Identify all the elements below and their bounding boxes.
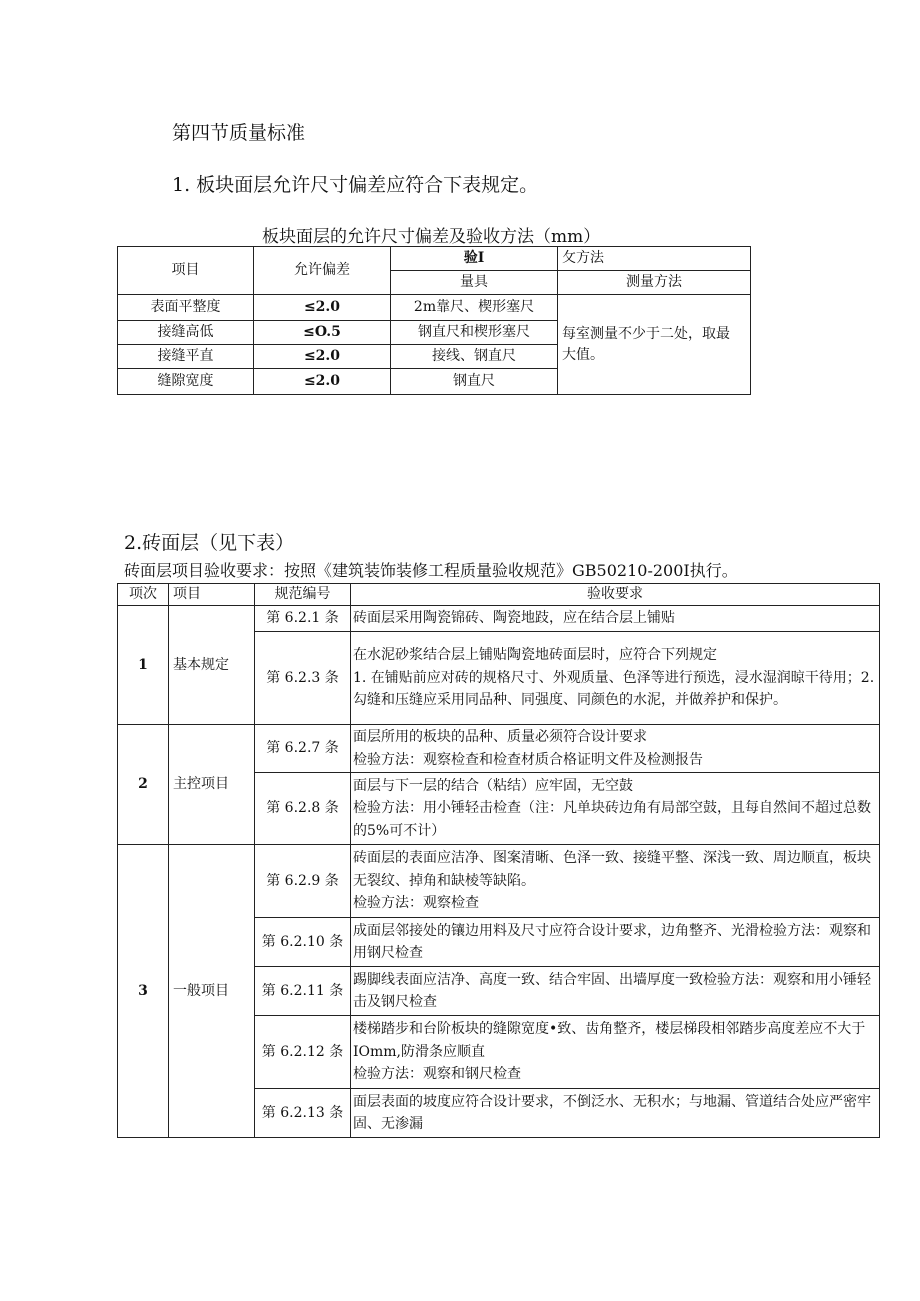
cell-item: 表面平整度: [118, 295, 254, 321]
cell-req: 面层表面的坡度应符合设计要求，不倒泛水、无积水；与地漏、管道结合处应严密牢固、无渗漏: [351, 1089, 880, 1138]
cell-req: 面层与下一层的结合（粘结）应牢固，无空鼓 检验方法：用小锤轻击检查（注：凡单块砖边角有局部空鼓，且每自然间不超过总数的5%可不计）: [351, 773, 880, 845]
cell-code: 第 6.2.1 条: [255, 606, 351, 632]
table1-header-method-b: 攵方法: [558, 247, 751, 271]
cell-req: 面层所用的板块的品种、质量必须符合设计要求 检验方法：观察检查和检查材质合格证明文件及检测报告: [351, 725, 880, 773]
cell-measure-method: 每室测量不少于二处，取最大值。: [558, 295, 751, 395]
cell-code: 第 6.2.7 条: [255, 725, 351, 773]
cell-code: 第 6.2.13 条: [255, 1089, 351, 1138]
table-row: [118, 606, 880, 632]
table-row: [118, 725, 880, 773]
cell-code: 第 6.2.3 条: [255, 632, 351, 725]
table1-header-tool: 量具: [391, 271, 558, 295]
group-item: 一般项目: [169, 845, 255, 1138]
table2-header-no: 项次: [118, 584, 169, 606]
group-no: 2: [118, 725, 169, 845]
cell-tolerance: ≤2.0: [254, 369, 391, 395]
section-title: 第四节质量标准: [172, 122, 306, 144]
table1-header-method-a: 验I: [391, 247, 558, 271]
cell-item: 缝隙宽度: [118, 369, 254, 395]
table2-header-code: 规范编号: [255, 584, 351, 606]
group-item: 主控项目: [169, 725, 255, 845]
table1-header-measure: 测量方法: [558, 271, 751, 295]
cell-tolerance: ≤2.0: [254, 345, 391, 369]
paragraph-3: 砖面层项目验收要求：按照《建筑装饰装修工程质量验收规范》GB50210-200I执行。: [124, 561, 738, 580]
cell-req: 砖面层的表面应洁净、图案清晰、色泽一致、接缝平整、深浅一致、周边顺直，板块无裂纹、掉角和缺棱等缺陷。 检验方法：观察检查: [351, 845, 880, 918]
group-item: 基本规定: [169, 606, 255, 725]
cell-tolerance: ≤O.5: [254, 321, 391, 345]
group-no: 1: [118, 606, 169, 725]
cell-req: 楼梯踏步和台阶板块的缝隙宽度•致、齿角整齐，楼层梯段相邻踏步高度差应不大于IOmm,防滑条应顺直 检验方法：观察和钢尺检查: [351, 1016, 880, 1089]
cell-tolerance: ≤2.0: [254, 295, 391, 321]
cell-tool: 钢直尺和楔形塞尺: [391, 321, 558, 345]
cell-item: 接缝高低: [118, 321, 254, 345]
cell-code: 第 6.2.8 条: [255, 773, 351, 845]
table1-header-item: 项目: [118, 247, 254, 295]
cell-code: 第 6.2.12 条: [255, 1016, 351, 1089]
tolerance-table: [117, 246, 751, 395]
cell-req: 踢脚线表面应洁净、高度一致、结合牢固、出墙厚度一致检验方法：观察和用小锤轻击及钢尺检查: [351, 967, 880, 1016]
table2-header-item: 项目: [169, 584, 255, 606]
table2-header-req: 验收要求: [351, 584, 880, 606]
table1-header-tolerance: 允许偏差: [254, 247, 391, 295]
cell-code: 第 6.2.9 条: [255, 845, 351, 918]
group-no: 3: [118, 845, 169, 1138]
paragraph-1: 1. 板块面层允许尺寸偏差应符合下表规定。: [172, 174, 539, 196]
paragraph-2: 2.砖面层（见下表）: [124, 532, 295, 554]
cell-code: 第 6.2.10 条: [255, 918, 351, 967]
cell-code: 第 6.2.11 条: [255, 967, 351, 1016]
cell-req: 成面层邻接处的镶边用料及尺寸应符合设计要求，边角整齐、光滑检验方法：观察和用钢尺检查: [351, 918, 880, 967]
cell-tool: 接线、钢直尺: [391, 345, 558, 369]
acceptance-table: [117, 583, 880, 1138]
cell-tool: 钢直尺: [391, 369, 558, 395]
table-row: [118, 845, 880, 918]
cell-item: 接缝平直: [118, 345, 254, 369]
table1-caption: 板块面层的允许尺寸偏差及验收方法（mm）: [262, 227, 601, 247]
cell-req: 在水泥砂浆结合层上铺贴陶瓷地砖面层时，应符合下列规定 1. 在铺贴前应对砖的规格尺寸、外观质量、色泽等进行预选，浸水湿润晾干待用；2.勾缝和压缝应采用同品种、同强度、同颜色的水泥，并做养护和保护。: [351, 632, 880, 725]
cell-req: 砖面层采用陶瓷锦砖、陶瓷地跂，应在结合层上铺贴: [351, 606, 880, 632]
cell-tool: 2m靠尺、楔形塞尺: [391, 295, 558, 321]
table-row: [118, 295, 751, 321]
